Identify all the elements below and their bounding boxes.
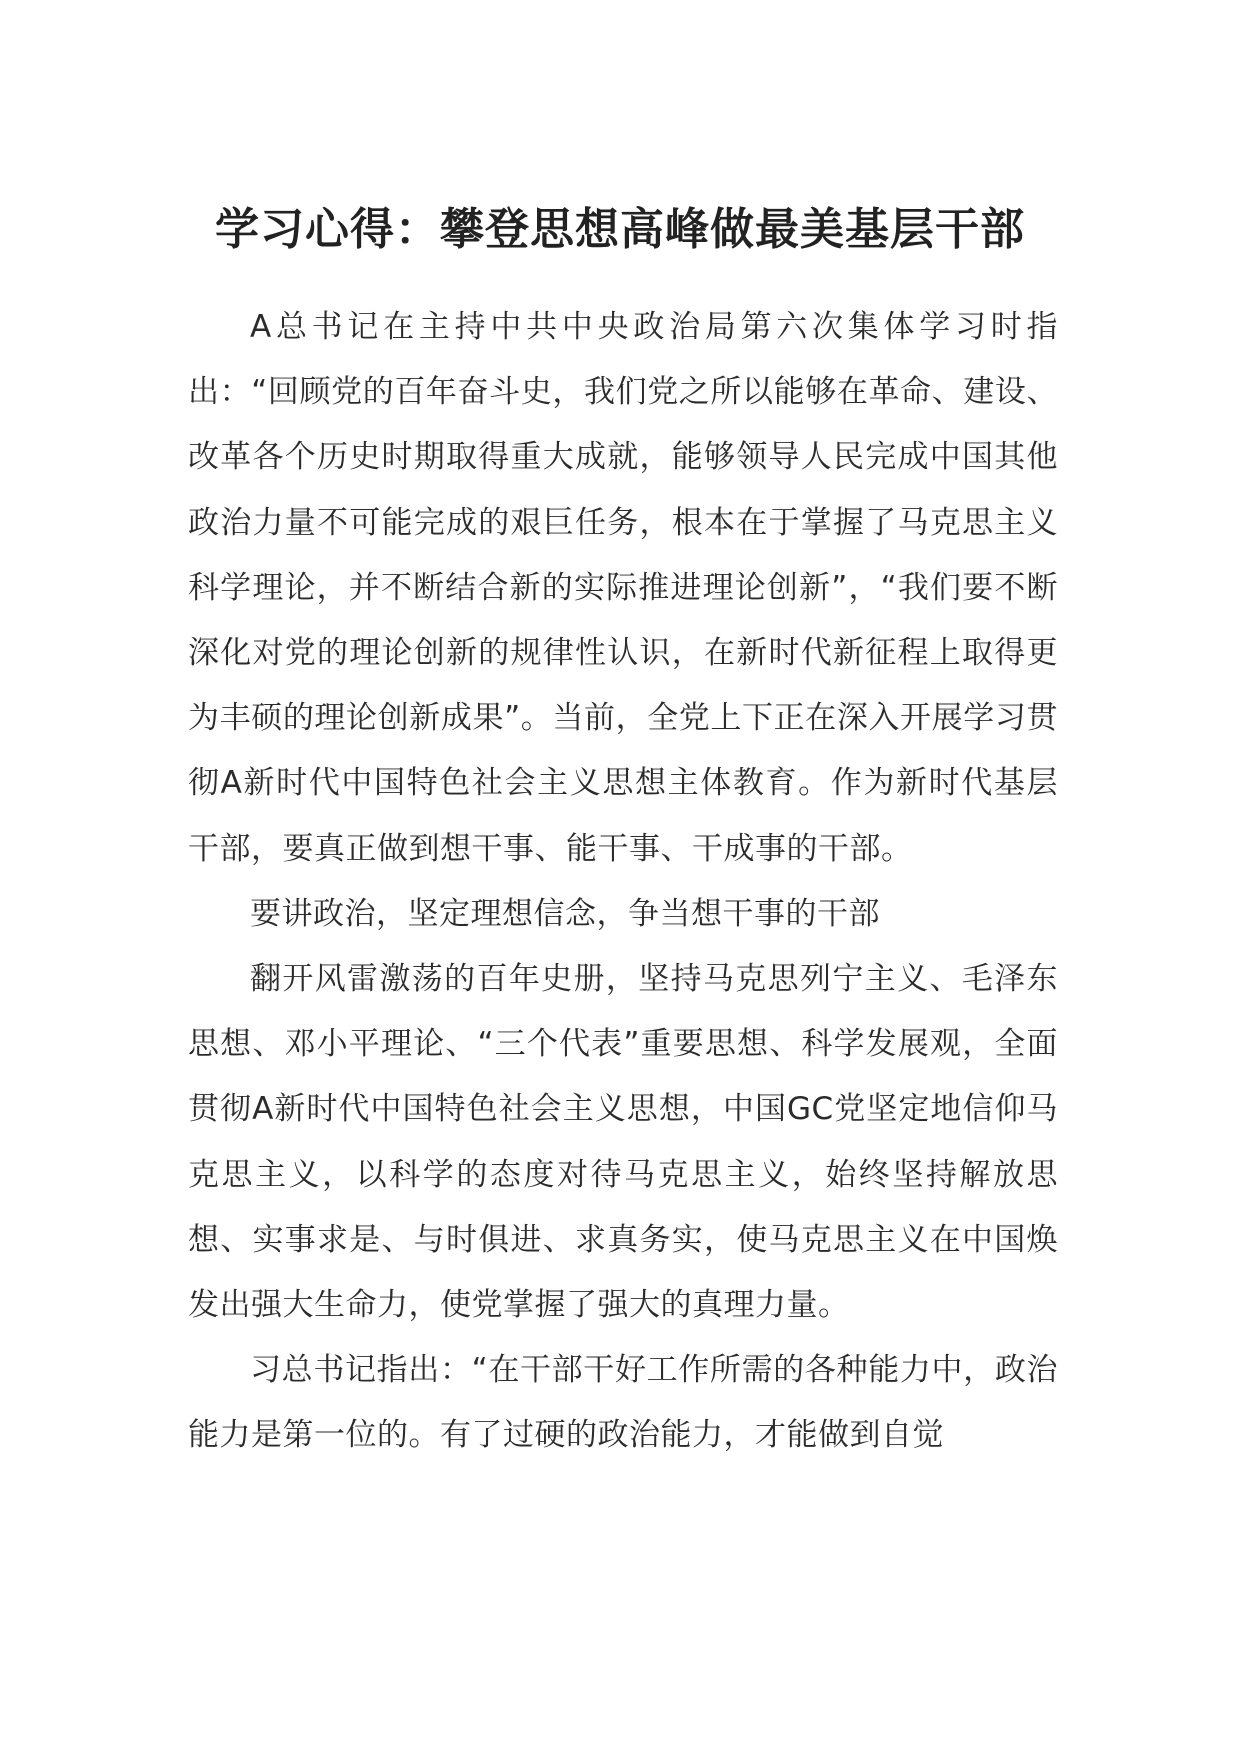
paragraph-political-ability: 习总书记指出：“在干部干好工作所需的各种能力中，政治能力是第一位的。有了过硬的政治能力，才能做到自觉 (188, 1352, 1058, 1454)
paragraph-intro: A总书记在主持中共中央政治局第六次集体学习时指出：“回顾党的百年奋斗史，我们党之所以能够在革命、建设、改革各个历史时期取得重大成就，能够领导人民完成中国其他政治力量不可能完成的艰巨任务，根本在于掌握了马克思主义科学理论，并不断结合新的实际推进理论创新”，“我们要不断深化对党的理论创新的规律性认识，在新时代新征程上取得更为丰硕的理论创新成果”。当前，全党上下正在深入开展学习贯彻A新时代中国特色社会主义思想主体教育。作为新时代基层干部，要真正做到想干事、能干事、干成事的干部。 (188, 309, 1058, 867)
document-title: 学习心得：攀登思想高峰做最美基层干部 (215, 204, 1025, 255)
document-body (188, 295, 1058, 1469)
paragraph-history: 翻开风雷激荡的百年史册，坚持马克思列宁主义、毛泽东思想、邓小平理论、“三个代表”重要思想、科学发展观，全面贯彻A新时代中国特色社会主义思想，中国GC党坚定地信仰马克思主义，以科学的态度对待马克思主义，始终坚持解放思想、实事求是、与时俱进、求真务实，使马克思主义在中国焕发出强大生命力，使党掌握了强大的真理力量。 (188, 961, 1058, 1324)
section-heading-politics: 要讲政治，坚定理想信念，争当想干事的干部 (250, 895, 880, 932)
